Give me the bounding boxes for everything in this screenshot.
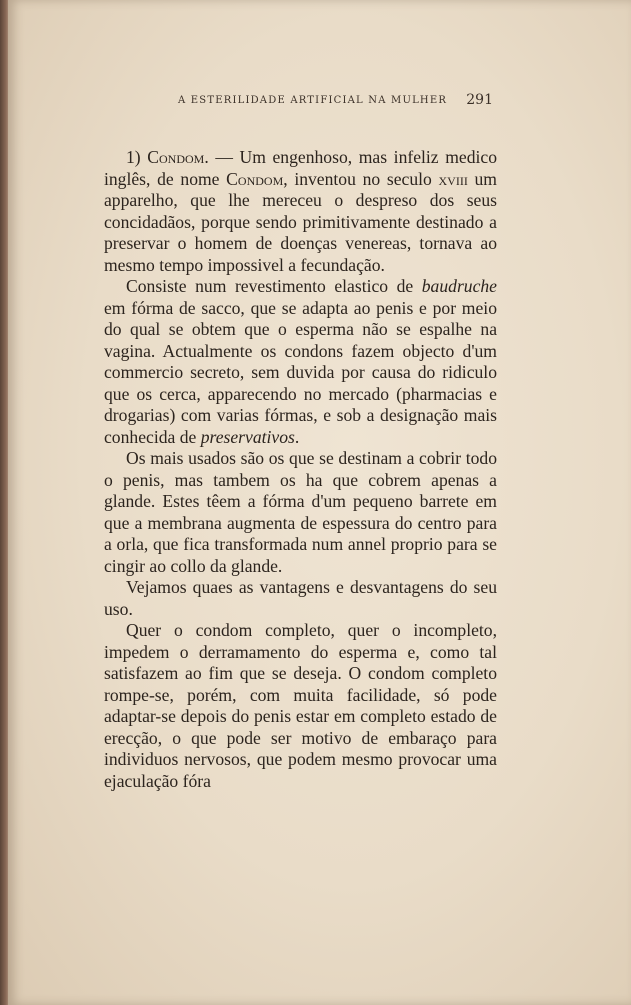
text-segment: — Um engenhoso, mas infeliz medico inglês, de nome xyxy=(104,147,497,189)
text-segment: Consiste num revestimento elastico de xyxy=(126,276,422,296)
section-term: Condom. xyxy=(147,147,209,167)
paragraph-advantages-intro xyxy=(104,577,497,620)
page-number: 291 xyxy=(466,92,493,108)
text-segment: Vejamos quaes as vantagens e desvantagens do seu uso. xyxy=(104,577,497,619)
paragraph-disadvantages xyxy=(104,620,497,792)
running-title: A ESTERILIDADE ARTIFICIAL NA MULHER xyxy=(178,95,448,106)
text-segment: Quer o condom completo, quer o incompleto, impedem o derramamento do esperma e, como tal satisfazem ao fim que se deseja. O condom completo rompe-se, porém, com muita facilidade, só pode adaptar-se depois do penis estar em completo estado de erecção, o que pode ser motivo de embaraço para individuos nervosos, que podem mesmo provocar uma ejaculação fóra xyxy=(104,620,497,791)
paragraph-description xyxy=(104,276,497,448)
proper-name: Condom xyxy=(226,168,284,189)
text-segment: em fórma de sacco, que se adapta ao penis e por meio do qual se obtem que o esperma não se espalhe na vagina. Actualmente os condons fazem objecto d'um commercio secreto, sem duvida por causa do ridiculo que os cerca, apparecendo no mercado (pharmacias e drogarias) com varias fórmas, e sob a designação mais conhecida de xyxy=(104,297,497,447)
text-segment: Os mais usados são os que se destinam a cobrir todo o penis, mas tambem os ha que cobrem apenas a glande. Estes têem a fórma d'um pequeno barrete em que a membrana augmenta de espessura do centro para a orla, que fica transformada num annel proprio para se cingir ao collo da glande. xyxy=(104,448,497,576)
paragraph-types xyxy=(104,448,497,577)
text-segment: . xyxy=(294,426,300,447)
text-segment: um apparelho, que lhe mereceu o despreso dos seus concidadãos, porque sendo primitivamente destinado a preservar o homem de doenças venereas, tornava ao mesmo tempo impossivel a fecundação. xyxy=(104,168,497,275)
century-numeral: xviii xyxy=(438,168,468,189)
book-page xyxy=(8,0,631,1005)
text-segment: , inventou no seculo xyxy=(283,168,439,189)
italic-term: preservativos xyxy=(200,426,295,447)
italic-term: baudruche xyxy=(421,276,497,296)
paragraph-condom-intro xyxy=(104,147,497,276)
running-header xyxy=(168,92,498,112)
body-text xyxy=(104,147,497,792)
text-segment: 1) xyxy=(126,147,148,167)
